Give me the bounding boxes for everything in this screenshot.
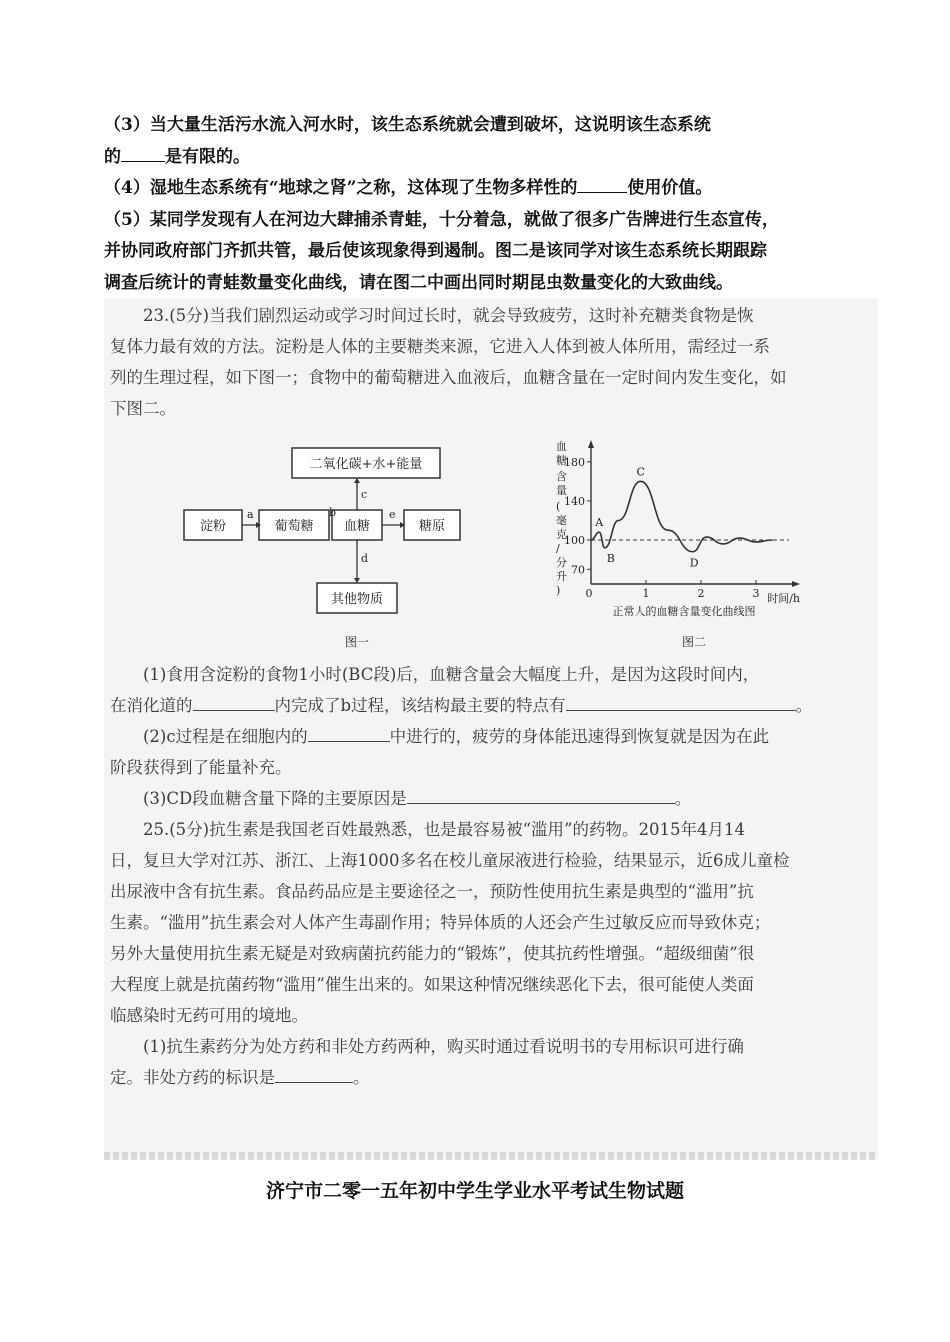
- label-b: b: [329, 506, 337, 519]
- point-labels: [594, 465, 699, 569]
- label-c: c: [361, 488, 368, 501]
- text: 。: [674, 789, 692, 808]
- q23-sub3: [104, 783, 878, 814]
- y-axis-arrow: [588, 440, 594, 448]
- text: (3)CD段血糖含量下降的主要原因是: [143, 789, 407, 808]
- q23-sub2-line1: [104, 721, 878, 752]
- x-tick-label: 0: [585, 587, 593, 600]
- q4-line: [104, 173, 864, 205]
- q4-text: （4）湿地生态系统有“地球之肾”之称，这体现了生物多样性的: [104, 178, 578, 198]
- label-d: d: [361, 552, 369, 565]
- question-22-continued: [104, 110, 864, 299]
- box-glycogen-label: 糖原: [418, 519, 446, 534]
- q23-sub1-line1: (1)食用含淀粉的食物1小时(BC段)后，血糖含量会大幅度上升，是因为这段时间内，: [143, 665, 760, 684]
- answer-blank[interactable]: [407, 787, 675, 804]
- q23-line4: 下图二。: [110, 399, 176, 418]
- label-e: e: [389, 508, 396, 521]
- q4-text-end: 使用价值。: [627, 178, 713, 198]
- text: 中进行的，疲劳的身体能迅速得到恢复就是因为在此: [389, 727, 770, 746]
- x-tick-label: 1: [642, 587, 650, 600]
- point-label-C: C: [636, 465, 645, 479]
- q3-line2: [104, 142, 864, 174]
- point-label-A: A: [595, 516, 604, 530]
- label-a: a: [247, 508, 254, 521]
- answer-blank[interactable]: [193, 694, 275, 711]
- box-other-label: 其他物质: [330, 592, 384, 607]
- y-tick-label: 180: [564, 455, 585, 469]
- q25-line1: 25.(5分)抗生素是我国老百姓最熟悉，也是最容易被“滥用”的药物。2015年4月14: [143, 820, 745, 839]
- y-axis-label-char: /: [556, 542, 560, 555]
- y-axis-label-char: 升: [556, 570, 567, 583]
- y-tick-label: 140: [564, 494, 585, 508]
- y-axis-label-char: 含: [556, 470, 567, 483]
- q5-line3: 调查后统计的青蛙数量变化曲线，请在图二中画出同时期昆虫数量变化的大致曲线。: [104, 272, 733, 293]
- q3-line1: （3）当大量生活污水流入河水时，该生态系统就会遭到破坏，这说明该生态系统: [104, 115, 711, 135]
- point-label-D: D: [689, 556, 699, 570]
- y-axis-label-char: 分: [556, 556, 567, 569]
- text: 在消化道的: [110, 696, 193, 715]
- x-ticks: [586, 580, 760, 600]
- box-blood-sugar-label: 血糖: [343, 519, 371, 534]
- answer-blank[interactable]: [275, 1066, 353, 1083]
- box-starch-label: 淀粉: [199, 519, 227, 534]
- footer-title: 济宁市二零一五年初中学生学业水平考试生物试题: [265, 1180, 684, 1202]
- q25-sub1-line1: (1)抗生素药分为处方药和非处方药两种，购买时通过看说明书的专用标识可进行确: [143, 1037, 744, 1056]
- answer-blank[interactable]: [121, 143, 165, 162]
- text: 内完成了b过程，该结构最主要的特点有: [274, 696, 566, 715]
- chart-subtitle: 正常人的血糖含量变化曲线图: [612, 605, 756, 618]
- figure-1-diagram: [184, 448, 460, 649]
- text: 。: [795, 696, 813, 715]
- q3-text: 的: [104, 146, 121, 167]
- y-tick-label: 70: [571, 563, 585, 577]
- figure-2-caption: 图二: [681, 635, 707, 649]
- y-tick-label: 100: [564, 534, 585, 547]
- answer-blank[interactable]: [308, 725, 390, 742]
- figures: [104, 428, 878, 653]
- q25-line7: 临感染时无药可用的境地。: [110, 1006, 308, 1025]
- q3-text-end: 是有限的。: [165, 146, 250, 167]
- y-axis-label-char: ): [556, 584, 561, 597]
- blood-sugar-curve: [591, 481, 773, 551]
- point-label-B: B: [606, 551, 615, 565]
- x-tick-label: 2: [697, 587, 705, 600]
- y-axis-label-char: 糖: [556, 454, 567, 467]
- y-axis-label-char: 毫: [556, 514, 567, 527]
- box-top-label: 二氧化碳+水+能量: [309, 457, 423, 472]
- figure-2-chart: [556, 440, 800, 649]
- q25-line5: 另外大量使用抗生素无疑是对致病菌抗药能力的“锻炼”，使其抗药性增强。“超级细菌”很: [110, 944, 755, 963]
- figures-svg: [104, 428, 878, 653]
- q5-line1: （5）某同学发现有人在河边大肆捕杀青蛙，十分着急，就做了很多广告牌进行生态宣传，: [104, 209, 779, 230]
- box-glucose-label: 葡萄糖: [274, 519, 314, 534]
- y-axis-label-char: (: [556, 500, 561, 513]
- q23-sub2-line2: 阶段获得到了能量补充。: [110, 758, 292, 777]
- q23-line1: 23.(5分)当我们剧烈运动或学习时间过长时，就会导致疲劳，这时补充糖类食物是恢: [143, 306, 754, 325]
- q23-line3: 列的生理过程，如下图一；食物中的葡萄糖进入血液后，血糖含量在一定时间内发生变化，如: [110, 368, 787, 387]
- q5-line2: 并协同政府部门齐抓共管，最后使该现象得到遏制。图二是该同学对该生态系统长期跟踪: [104, 241, 767, 261]
- x-axis-label: 时间/h: [767, 592, 800, 605]
- y-ticks: [564, 456, 591, 577]
- figure-1-caption: 图一: [344, 635, 370, 649]
- x-axis-arrow: [792, 581, 800, 587]
- q25-line3: 出尿液中含有抗生素。食品药品应是主要途径之一，预防性使用抗生素是典型的“滥用”抗: [110, 882, 754, 901]
- q25-line4: 生素。“滥用”抗生素会对人体产生毒副作用；特异体质的人还会产生过敏反应而导致休克；: [110, 913, 771, 932]
- y-axis-label-char: 克: [556, 528, 567, 541]
- q25-sub1-line2: [104, 1062, 878, 1093]
- scanned-excerpt: [104, 298, 878, 1158]
- answer-blank[interactable]: [566, 694, 796, 711]
- cropped-line-remnant: [104, 1152, 878, 1160]
- text: 定。非处方药的标识是: [110, 1068, 275, 1087]
- y-axis-label-char: 量: [556, 484, 567, 497]
- x-tick-label: 3: [752, 587, 760, 600]
- q23-line2: 复体力最有效的方法。淀粉是人体的主要糖类来源，它进入人体到被人体所用，需经过一系: [110, 337, 770, 356]
- q25-line2: 日，复旦大学对江苏、浙江、上海1000多名在校儿童尿液进行检验，结果显示，近6成儿童检: [110, 851, 790, 870]
- q25-line6: 大程度上就是抗菌药物“滥用”催生出来的。如果这种情况继续恶化下去，很可能使人类面: [110, 975, 754, 994]
- y-axis-label-char: 血: [556, 440, 567, 453]
- text: 。: [353, 1068, 370, 1087]
- q23-sub1-line2: [104, 690, 878, 721]
- text: (2)c过程是在细胞内的: [143, 727, 308, 746]
- answer-blank[interactable]: [577, 174, 627, 193]
